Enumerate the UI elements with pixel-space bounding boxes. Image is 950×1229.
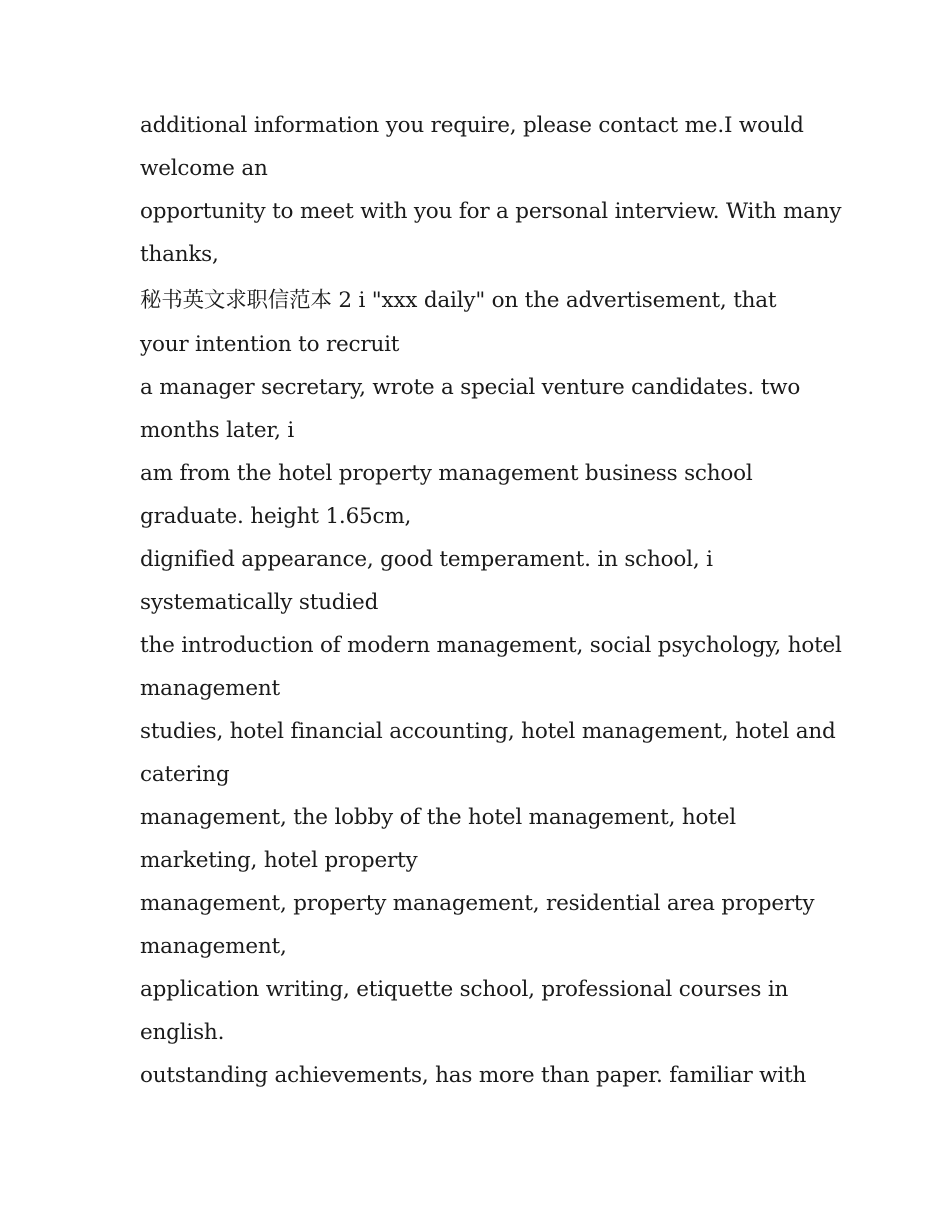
text-line: studies, hotel financial accounting, hotel management, hotel and: [140, 719, 836, 744]
text-line: welcome an: [140, 156, 268, 181]
text-line: marketing, hotel property: [140, 848, 418, 873]
text-line: systematically studied: [140, 590, 379, 615]
text-line: additional information you require, please contact me.I would: [140, 113, 804, 138]
text-line: management: [140, 676, 280, 701]
text-line: management, property management, residential area property: [140, 891, 815, 916]
text-line: management, the lobby of the hotel management, hotel: [140, 805, 736, 830]
text-line: application writing, etiquette school, professional courses in: [140, 977, 789, 1002]
text-line: 秘书英文求职信范本 2 i "xxx daily" on the advertisement, that: [140, 288, 777, 313]
text-line: a manager secretary, wrote a special venture candidates. two: [140, 375, 801, 400]
text-line: opportunity to meet with you for a personal interview. With many: [140, 199, 842, 224]
text-line: outstanding achievements, has more than paper. familiar with: [140, 1063, 807, 1088]
text-line: english.: [140, 1020, 225, 1045]
text-line: your intention to recruit: [140, 332, 400, 357]
letter-body: [140, 104, 842, 1097]
text-line: months later, i: [140, 418, 295, 443]
text-line: am from the hotel property management business school: [140, 461, 753, 486]
text-line: the introduction of modern management, social psychology, hotel: [140, 633, 842, 658]
text-line: graduate. height 1.65cm,: [140, 504, 412, 529]
text-line: thanks,: [140, 242, 219, 267]
text-line: catering: [140, 762, 230, 787]
text-line: dignified appearance, good temperament. in school, i: [140, 547, 713, 572]
text-line: management,: [140, 934, 287, 959]
